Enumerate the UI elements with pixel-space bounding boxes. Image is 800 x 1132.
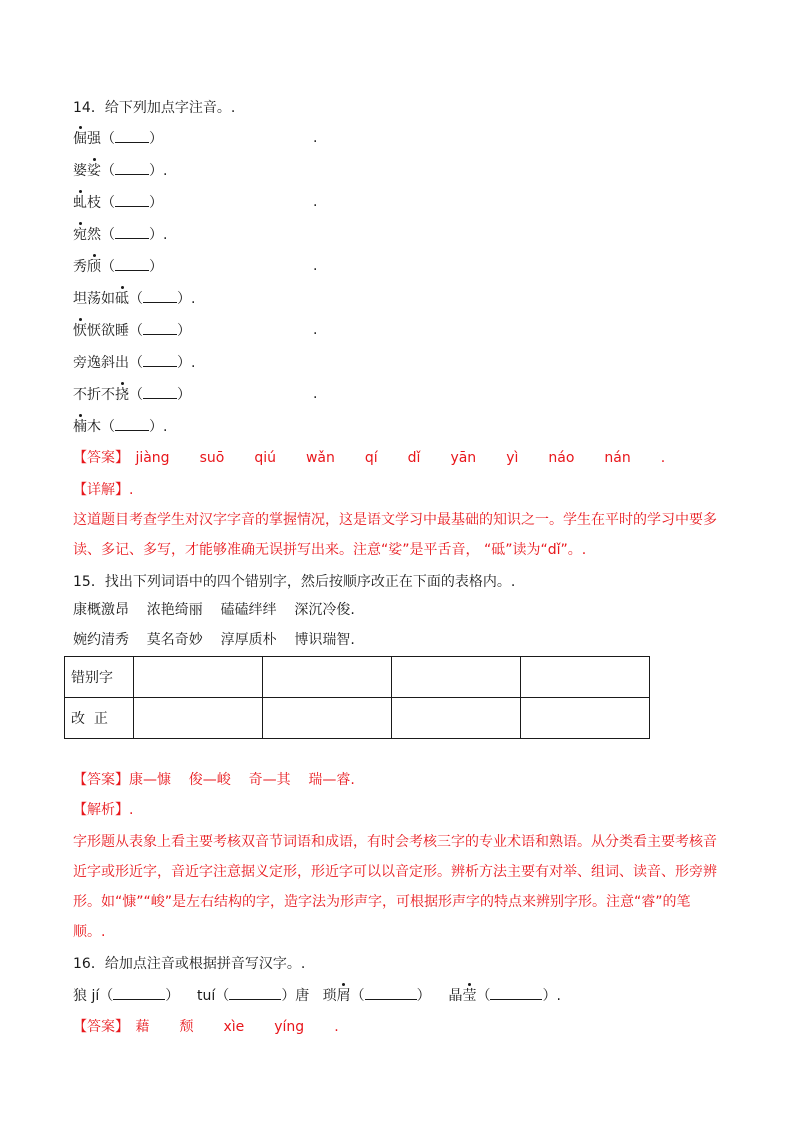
paren-close: ）.: [149, 227, 168, 243]
paren-close: ）: [177, 387, 191, 403]
answer-pinyin: suō: [199, 450, 225, 466]
dotted-char: 颀: [87, 259, 101, 275]
q14-item: [73, 384, 318, 405]
q14-item: [73, 256, 318, 277]
blank-d[interactable]: [490, 985, 542, 1000]
answer-pinyin: nán: [604, 450, 631, 466]
q14-item: [73, 320, 318, 341]
error-correction-table: [64, 656, 650, 739]
q15-words-row2: 婉约清秀 莫名奇妙 淳厚质朴 博识瑞智.: [73, 632, 355, 648]
answer-blank[interactable]: [115, 224, 149, 239]
item-suffix: 木: [87, 419, 101, 435]
q16-title: 16．给加点注音或根据拼音写汉字。.: [73, 956, 306, 972]
paren-close: ）.: [177, 355, 196, 371]
q14-item: [73, 352, 195, 373]
answer-text: 康—慷 俊—峻 奇—其 瑞—睿.: [129, 772, 355, 788]
q15-analysis-line1: 字形题从表象上看主要考核双音节词语和成语，有时会考核三字的专业术语和熟语。从分类看主要考核音: [73, 834, 717, 850]
item-prefix: 不折不: [73, 387, 115, 403]
answer-items: [133, 1019, 338, 1035]
item-b-suffix: ）唐: [281, 988, 310, 1004]
item-prefix: 婆: [73, 163, 87, 179]
answer-pinyin: qí: [364, 450, 378, 466]
answer-blank[interactable]: [143, 352, 177, 367]
q16-answer: [73, 1017, 339, 1037]
paren-close: ）: [149, 131, 163, 147]
blank-c[interactable]: [365, 985, 417, 1000]
item-d-open: （: [476, 988, 491, 1004]
table-cell[interactable]: [392, 698, 521, 739]
table-head-correct: 改 正: [65, 698, 134, 739]
table-head-wrong: 错别字: [65, 657, 134, 698]
answer-pinyin: náo: [548, 450, 575, 466]
answer-pinyin: yì: [506, 450, 519, 466]
item-suffix: 恹欲睡: [87, 323, 129, 339]
answer-blank[interactable]: [115, 416, 149, 431]
paren-close: ）: [177, 323, 191, 339]
item-a-prefix: 狼 jí（: [73, 988, 114, 1004]
paren-open: （: [101, 227, 115, 243]
item-suffix: 强: [87, 131, 101, 147]
answer-item: 颓: [179, 1019, 194, 1035]
answer-item: 藉: [135, 1019, 150, 1035]
table-row: [65, 698, 650, 739]
trailing-dot: .: [313, 194, 318, 210]
answer-pinyin: jiàng: [135, 450, 170, 466]
dotted-char: 恹: [73, 323, 87, 339]
dotted-char: 宛: [73, 227, 87, 243]
blank-a[interactable]: [113, 985, 165, 1000]
q14-detail-line2: 读、多记、多写，才能够准确无误拼写出来。注意“娑”是平舌音， “砥”读为“dǐ”。.: [73, 542, 587, 558]
q15-analysis-line4: 顺。.: [73, 924, 106, 940]
q15-analysis-line3: 形。如“慷”“峻”是左右结构的字，造字法为形声字，可根据形声字的特点来辨别字形。注意“睿”的笔: [73, 894, 691, 910]
answer-blank[interactable]: [115, 160, 149, 175]
paren-close: ）: [149, 259, 163, 275]
dotted-char: 楠: [73, 419, 87, 435]
table-cell[interactable]: [263, 698, 392, 739]
dotted-char: 虬: [73, 195, 87, 211]
q15-analysis-label: 【解析】.: [73, 802, 134, 818]
item-d-suffix: ）.: [542, 988, 561, 1004]
q14-item: [73, 192, 318, 213]
trailing-dot: .: [313, 386, 318, 402]
answer-blank[interactable]: [143, 320, 177, 335]
q15-title: 15．找出下列词语中的四个错别字，然后按顺序改正在下面的表格内。.: [73, 574, 516, 590]
paren-open: （: [129, 387, 143, 403]
answer-pinyin: dǐ: [407, 450, 421, 466]
trailing-dot: .: [313, 322, 318, 338]
paren-open: （: [129, 323, 143, 339]
q14-item: [73, 160, 167, 181]
item-prefix: 秀: [73, 259, 87, 275]
q14-item: [73, 224, 167, 245]
item-c-prefix: 琐: [322, 988, 337, 1004]
item-suffix: 然: [87, 227, 101, 243]
paren-open: （: [129, 291, 143, 307]
q14-item: [73, 128, 318, 149]
dotted-char: 挠: [115, 387, 129, 403]
blank-b[interactable]: [229, 985, 281, 1000]
answer-pinyin-list: [133, 448, 665, 468]
answer-label: 【答案】: [73, 772, 129, 788]
answer-item: yíng: [274, 1019, 305, 1035]
paren-open: （: [129, 355, 143, 371]
dotted-char: 屑: [336, 988, 351, 1004]
answer-tail: .: [334, 1019, 339, 1035]
item-d-prefix: 晶: [448, 988, 463, 1004]
answer-pinyin: qiú: [254, 450, 276, 466]
paren-open: （: [101, 131, 115, 147]
answer-blank[interactable]: [115, 192, 149, 207]
q14-detail-line1: 这道题目考查学生对汉字字音的掌握情况，这是语文学习中最基础的知识之一。学生在平时的学习中要多: [73, 512, 717, 528]
answer-label: 【答案】: [73, 450, 129, 466]
table-row: [65, 657, 650, 698]
answer-blank[interactable]: [115, 256, 149, 271]
paren-close: ）: [149, 195, 163, 211]
paren-close: ）.: [177, 291, 196, 307]
item-a-suffix: ）: [165, 988, 180, 1004]
answer-label: 【答案】: [73, 1019, 129, 1035]
table-cell[interactable]: [134, 698, 263, 739]
item-b-prefix: tuí（: [197, 988, 230, 1004]
paren-open: （: [101, 419, 115, 435]
q15-analysis-line2: 近字或形近字，音近字注意据义定形，形近字可以以音定形。辨析方法主要有对举、组词、读音、形旁辨: [73, 864, 717, 880]
q14-item: [73, 416, 167, 437]
item-c-suffix: ）: [416, 988, 431, 1004]
item-suffix: 枝: [87, 195, 101, 211]
dotted-char: 倔: [73, 131, 87, 147]
answer-blank[interactable]: [143, 384, 177, 399]
item-prefix: 坦荡如: [73, 291, 115, 307]
item-prefix: 旁逸斜出: [73, 355, 129, 371]
item-c-open: （: [350, 988, 365, 1004]
answer-pinyin: wǎn: [305, 450, 335, 466]
table-cell[interactable]: [521, 698, 650, 739]
trailing-dot: .: [313, 130, 318, 146]
q14-title: 14．给下列加点字注音。.: [73, 100, 236, 116]
paren-open: （: [101, 259, 115, 275]
q16-line: [73, 985, 561, 1006]
table-cell[interactable]: [521, 657, 650, 698]
trailing-dot: .: [313, 258, 318, 274]
q14-answer: [73, 448, 665, 468]
paren-open: （: [101, 195, 115, 211]
q14-item: [73, 288, 195, 309]
answer-blank[interactable]: [143, 288, 177, 303]
q14-detail-label: 【详解】.: [73, 482, 134, 498]
table-cell[interactable]: [392, 657, 521, 698]
q15-answer: [73, 770, 355, 790]
table-cell[interactable]: [134, 657, 263, 698]
paren-open: （: [101, 163, 115, 179]
dotted-char: 娑: [87, 163, 101, 179]
paren-close: ）.: [149, 419, 168, 435]
answer-pinyin: yān: [450, 450, 477, 466]
paren-close: ）.: [149, 163, 168, 179]
answer-blank[interactable]: [115, 128, 149, 143]
dotted-char: 砥: [115, 291, 129, 307]
answer-tail: .: [660, 450, 666, 466]
dotted-char: 莹: [462, 988, 477, 1004]
q15-words-row1: 康概激昂 浓艳绮丽 磕磕绊绊 深沉冷俊.: [73, 602, 355, 618]
answer-item: xìe: [223, 1019, 245, 1035]
table-cell[interactable]: [263, 657, 392, 698]
